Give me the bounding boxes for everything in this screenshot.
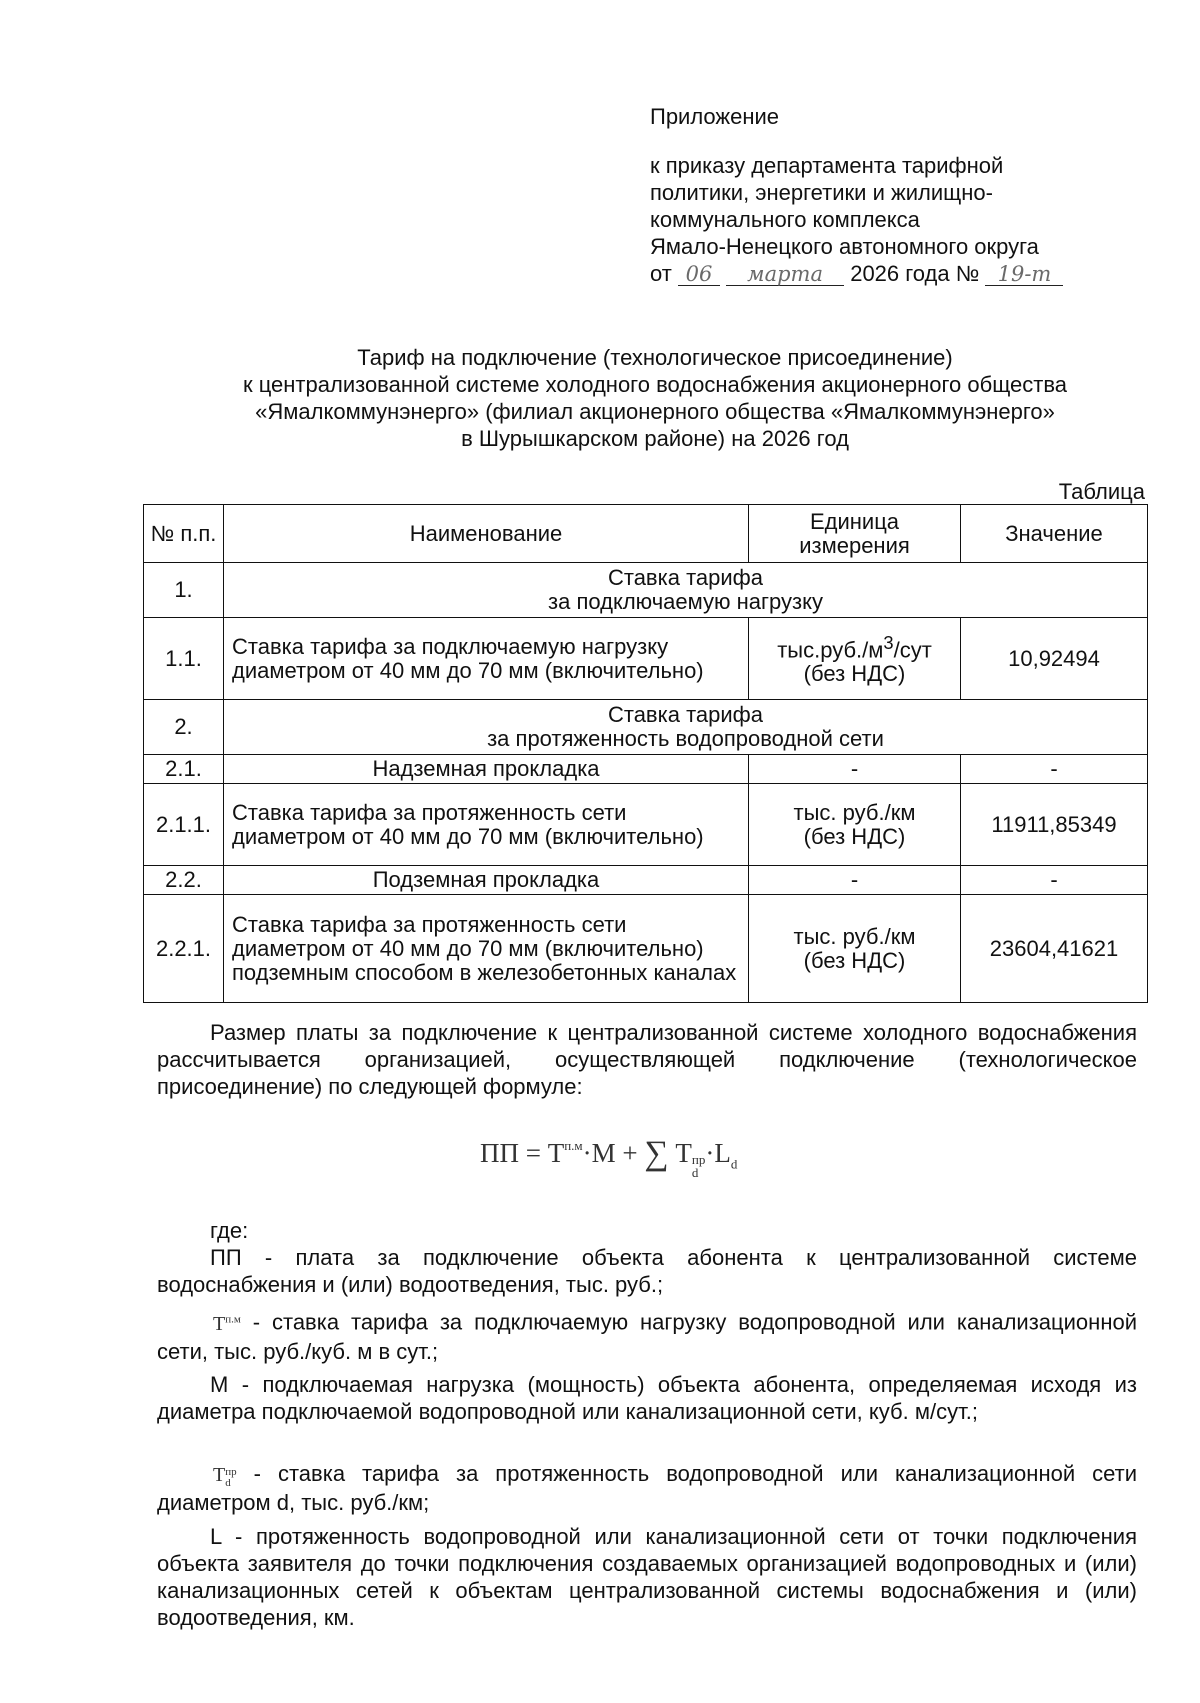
title-line-3: «Ямалкоммунэнерго» (филиал акционерного общества «Ямалкоммунэнерго»: [255, 399, 1055, 424]
section-title-line-1: Ставка тарифа: [607, 702, 764, 727]
appendix-line-4: Ямало-Ненецкого автономного округа: [650, 234, 1039, 259]
formula-lhs: ПП = Т: [480, 1138, 565, 1168]
tariff-table: [143, 504, 1148, 1003]
title-line-1: Тариф на подключение (технологическое присоединение): [357, 345, 953, 370]
header-num: № п.п.: [144, 505, 224, 563]
row-value: 23604,41621: [961, 895, 1148, 1003]
row-num: 2.1.1.: [144, 784, 224, 866]
tpm-text: - ставка тарифа за подключаемую нагрузку водопроводной или канализационной сети, тыс. руб./куб. м в сут.;: [157, 1309, 1137, 1364]
row-num: 2.2.: [144, 866, 224, 895]
unit-line-2: (без НДС): [803, 823, 906, 849]
table-row: [144, 563, 1148, 618]
table-row: [144, 895, 1148, 1003]
table-row: [144, 784, 1148, 866]
sum-icon: ∑: [644, 1135, 669, 1172]
unit-line-1: тыс. руб./км: [793, 799, 916, 825]
unit-line-2: (без НДС): [803, 661, 906, 687]
unit-line-1: тыс. руб./км: [793, 923, 916, 949]
order-number: 19-т: [985, 263, 1063, 286]
section-title-line-2: за подключаемую нагрузку: [548, 589, 823, 614]
row-num: 1.1.: [144, 618, 224, 700]
row-name: Ставка тарифа за подключаемую нагрузку диаметром от 40 мм до 70 мм (включительно): [224, 618, 749, 700]
tpr-text: - ставка тарифа за протяженность водопроводной или канализационной сети диаметром d, тыс. руб./км;: [157, 1461, 1137, 1515]
row-unit: -: [749, 755, 961, 784]
row-name: Ставка тарифа за протяженность сети диаметром от 40 мм до 70 мм (включительно): [224, 784, 749, 866]
payment-formula: [480, 1135, 737, 1179]
appendix-line-1: к приказу департамента тарифной: [650, 153, 1004, 178]
row-unit: [749, 618, 961, 700]
where-label: где:: [210, 1218, 249, 1243]
unit-exponent: 3: [883, 631, 894, 653]
tpr-symbol-indices: [225, 1467, 236, 1489]
row-value: 10,92494: [961, 618, 1148, 700]
formula-t2: Т: [675, 1138, 692, 1168]
row-value: -: [961, 866, 1148, 895]
title-line-4: в Шурышкарском районе) на 2026 год: [461, 426, 849, 451]
row-value: -: [961, 755, 1148, 784]
unit-line-2: (без НДС): [803, 947, 906, 973]
formula-t2-indices: [692, 1153, 705, 1179]
row-section-title: [224, 563, 1148, 618]
formula-tail: ·L: [705, 1138, 731, 1168]
section-title-line-1: Ставка тарифа: [607, 565, 764, 590]
appendix-title: Приложение: [650, 104, 780, 129]
date-month: марта: [726, 263, 844, 286]
table-row: [144, 618, 1148, 700]
header-value: Значение: [961, 505, 1148, 563]
date-prefix: от: [650, 261, 672, 286]
legend-where: [157, 1217, 1137, 1244]
formula-t-sup: п.м: [564, 1138, 583, 1153]
row-name: Ставка тарифа за протяженность сети диаметром от 40 мм до 70 мм (включительно) подземным способом в железобетонных каналах: [224, 895, 749, 1003]
header-unit: Единица измерения: [749, 505, 961, 563]
row-num: 2.2.1.: [144, 895, 224, 1003]
formula-t2-sub: d: [691, 1165, 699, 1180]
tpr-symbol: [157, 1464, 237, 1489]
unit-line-1: [757, 631, 952, 662]
appendix-line-2: политики, энергетики и жилищно-: [650, 180, 993, 205]
tpr-symbol-letter: Т: [213, 1464, 226, 1486]
formula-tail-sub: d: [730, 1156, 738, 1172]
row-name: Надземная прокладка: [224, 755, 749, 784]
row-num: 1.: [144, 563, 224, 618]
table-row: [144, 866, 1148, 895]
title-line-2: к централизованной системе холодного водоснабжения акционерного общества: [242, 372, 1068, 397]
legend-m: М - подключаемая нагрузка (мощность) объекта абонента, определяемая исходя из диаметра подключаемой водопроводной или канализационной сети, куб. м/сут.;: [157, 1372, 1137, 1424]
legend-tpm: [157, 1306, 1137, 1365]
row-name: Подземная прокладка: [224, 866, 749, 895]
legend-l: L - протяженность водопроводной или канализационной сети от точки подключения объекта заявителя до точки подключения создаваемых организацией водопроводных и (или) канализационных сетей к объектам централизованной системы водоснабжения и (или) водоотведения, км.: [157, 1524, 1137, 1630]
table-header-row: [144, 505, 1148, 563]
unit-base: тыс.руб./м: [777, 637, 884, 663]
row-unit: -: [749, 866, 961, 895]
date-year: 2026 года №: [850, 261, 980, 286]
row-num: 2.1.: [144, 755, 224, 784]
legend-pp: ПП - плата за подключение объекта абонента к централизованной системе водоснабжения и (или) водоотведения, тыс. руб.;: [157, 1245, 1137, 1297]
row-value: 11911,85349: [961, 784, 1148, 866]
unit-tail: /сут: [893, 637, 932, 663]
formula-mid: ·М +: [582, 1138, 645, 1168]
table-caption: Таблица: [1058, 479, 1145, 504]
row-unit: [749, 895, 961, 1003]
tpm-symbol-letter: Т: [213, 1312, 226, 1335]
table-row: [144, 755, 1148, 784]
tpr-symbol-sup: пр: [225, 1466, 237, 1478]
header-name: Наименование: [224, 505, 749, 563]
row-unit: [749, 784, 961, 866]
appendix-header: [650, 103, 1063, 287]
formula-t2-sup: пр: [691, 1152, 706, 1167]
legend-tpr: [157, 1460, 1137, 1516]
tpm-symbol-sup: п.м: [225, 1313, 241, 1325]
date-day: 06: [678, 263, 720, 286]
order-date-line: [650, 260, 1063, 287]
section-title-line-2: за протяженность водопроводной сети: [487, 726, 884, 751]
tpr-symbol-sub: d: [225, 1477, 231, 1489]
document-title: [150, 344, 1160, 452]
appendix-line-3: коммунального комплекса: [650, 207, 920, 232]
intro-paragraph: Размер платы за подключение к централизованной системе холодного водоснабжения рассчитывается организацией, осуществляющей подключение (технологическое присоединение) по следующей формуле:: [157, 1020, 1137, 1099]
row-section-title: [224, 700, 1148, 755]
row-num: 2.: [144, 700, 224, 755]
table-row: [144, 700, 1148, 755]
tpm-symbol: [157, 1313, 241, 1335]
